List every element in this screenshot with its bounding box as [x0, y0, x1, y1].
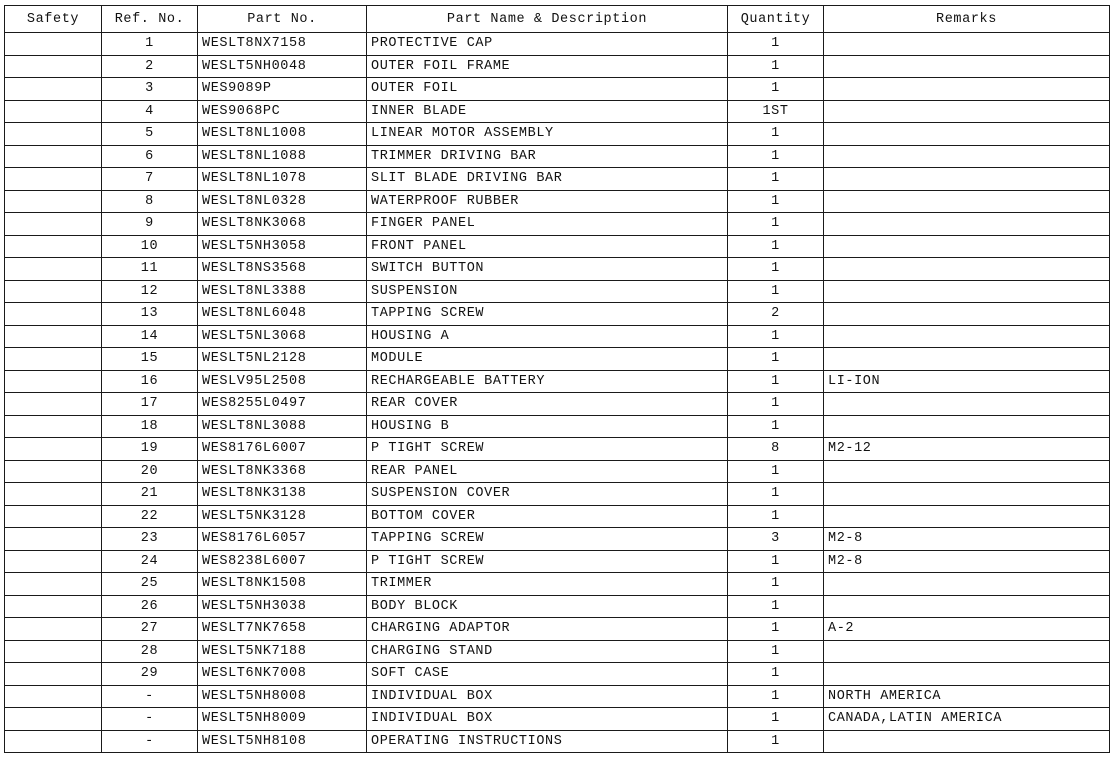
quantity-cell: 1: [728, 595, 824, 618]
quantity-cell: 1: [728, 663, 824, 686]
remarks-cell: [824, 123, 1110, 146]
safety-cell: [5, 393, 102, 416]
safety-cell: [5, 55, 102, 78]
safety-cell: [5, 33, 102, 56]
part-no-cell: WESLT6NK7008: [198, 663, 367, 686]
part-name-cell: P TIGHT SCREW: [367, 438, 728, 461]
remarks-cell: [824, 145, 1110, 168]
ref-no-cell: 29: [102, 663, 198, 686]
part-no-cell: WES9068PC: [198, 100, 367, 123]
table-row: [5, 483, 1110, 506]
quantity-cell: 1: [728, 573, 824, 596]
table-row: [5, 235, 1110, 258]
ref-no-cell: 24: [102, 550, 198, 573]
ref-no-cell: 25: [102, 573, 198, 596]
quantity-cell: 1: [728, 145, 824, 168]
part-no-cell: WESLT8NL3388: [198, 280, 367, 303]
table-row: [5, 415, 1110, 438]
part-name-cell: TRIMMER DRIVING BAR: [367, 145, 728, 168]
remarks-cell: M2-8: [824, 528, 1110, 551]
table-row: [5, 550, 1110, 573]
parts-list-table: [4, 5, 1110, 753]
table-row: [5, 640, 1110, 663]
part-name-cell: SUSPENSION: [367, 280, 728, 303]
part-no-cell: WESLT5NL3068: [198, 325, 367, 348]
remarks-cell: A-2: [824, 618, 1110, 641]
ref-no-cell: 9: [102, 213, 198, 236]
ref-no-cell: 10: [102, 235, 198, 258]
remarks-cell: [824, 483, 1110, 506]
safety-cell: [5, 280, 102, 303]
part-no-cell: WESLT5NH8108: [198, 730, 367, 753]
remarks-cell: [824, 505, 1110, 528]
ref-no-cell: 2: [102, 55, 198, 78]
ref-no-cell: 7: [102, 168, 198, 191]
ref-no-cell: 26: [102, 595, 198, 618]
safety-cell: [5, 258, 102, 281]
remarks-cell: [824, 168, 1110, 191]
header-part-no: Part No.: [198, 6, 367, 33]
part-no-cell: WES8176L6007: [198, 438, 367, 461]
part-no-cell: WES8238L6007: [198, 550, 367, 573]
quantity-cell: 1: [728, 258, 824, 281]
remarks-cell: [824, 190, 1110, 213]
part-name-cell: HOUSING A: [367, 325, 728, 348]
table-row: [5, 303, 1110, 326]
part-no-cell: WESLT8NL1088: [198, 145, 367, 168]
part-name-cell: LINEAR MOTOR ASSEMBLY: [367, 123, 728, 146]
quantity-cell: 1: [728, 213, 824, 236]
part-name-cell: SWITCH BUTTON: [367, 258, 728, 281]
safety-cell: [5, 663, 102, 686]
quantity-cell: 1: [728, 415, 824, 438]
ref-no-cell: 8: [102, 190, 198, 213]
remarks-cell: [824, 100, 1110, 123]
header-safety: Safety: [5, 6, 102, 33]
safety-cell: [5, 370, 102, 393]
part-no-cell: WESLT8NL1078: [198, 168, 367, 191]
table-row: [5, 573, 1110, 596]
safety-cell: [5, 730, 102, 753]
table-row: [5, 100, 1110, 123]
safety-cell: [5, 348, 102, 371]
table-row: [5, 325, 1110, 348]
quantity-cell: 1: [728, 55, 824, 78]
safety-cell: [5, 528, 102, 551]
remarks-cell: M2-8: [824, 550, 1110, 573]
part-name-cell: INNER BLADE: [367, 100, 728, 123]
remarks-cell: [824, 235, 1110, 258]
part-name-cell: PROTECTIVE CAP: [367, 33, 728, 56]
part-name-cell: SLIT BLADE DRIVING BAR: [367, 168, 728, 191]
part-no-cell: WESLT7NK7658: [198, 618, 367, 641]
table-row: [5, 258, 1110, 281]
part-no-cell: WESLT8NS3568: [198, 258, 367, 281]
part-name-cell: INDIVIDUAL BOX: [367, 685, 728, 708]
part-name-cell: SUSPENSION COVER: [367, 483, 728, 506]
part-name-cell: TAPPING SCREW: [367, 303, 728, 326]
table-row: [5, 618, 1110, 641]
quantity-cell: 1: [728, 483, 824, 506]
quantity-cell: 8: [728, 438, 824, 461]
safety-cell: [5, 708, 102, 731]
part-no-cell: WESLT8NK1508: [198, 573, 367, 596]
table-row: [5, 213, 1110, 236]
part-name-cell: OPERATING INSTRUCTIONS: [367, 730, 728, 753]
ref-no-cell: 19: [102, 438, 198, 461]
ref-no-cell: 11: [102, 258, 198, 281]
quantity-cell: 1: [728, 348, 824, 371]
ref-no-cell: 1: [102, 33, 198, 56]
part-no-cell: WESLT5NH8008: [198, 685, 367, 708]
part-no-cell: WES8255L0497: [198, 393, 367, 416]
part-no-cell: WESLT5NK7188: [198, 640, 367, 663]
part-name-cell: CHARGING ADAPTOR: [367, 618, 728, 641]
part-name-cell: TRIMMER: [367, 573, 728, 596]
safety-cell: [5, 573, 102, 596]
ref-no-cell: 17: [102, 393, 198, 416]
safety-cell: [5, 123, 102, 146]
ref-no-cell: 16: [102, 370, 198, 393]
safety-cell: [5, 415, 102, 438]
safety-cell: [5, 505, 102, 528]
part-name-cell: REAR COVER: [367, 393, 728, 416]
header-quantity: Quantity: [728, 6, 824, 33]
part-name-cell: REAR PANEL: [367, 460, 728, 483]
quantity-cell: 1: [728, 550, 824, 573]
header-part-name: Part Name & Description: [367, 6, 728, 33]
safety-cell: [5, 325, 102, 348]
safety-cell: [5, 483, 102, 506]
table-row: [5, 145, 1110, 168]
part-name-cell: OUTER FOIL: [367, 78, 728, 101]
quantity-cell: 1: [728, 235, 824, 258]
safety-cell: [5, 213, 102, 236]
quantity-cell: 1: [728, 78, 824, 101]
table-row: [5, 730, 1110, 753]
table-row: [5, 280, 1110, 303]
remarks-cell: M2-12: [824, 438, 1110, 461]
part-no-cell: WESLT8NL6048: [198, 303, 367, 326]
safety-cell: [5, 550, 102, 573]
part-name-cell: WATERPROOF RUBBER: [367, 190, 728, 213]
table-row: [5, 438, 1110, 461]
quantity-cell: 1: [728, 640, 824, 663]
part-no-cell: WESLT8NK3368: [198, 460, 367, 483]
table-row: [5, 190, 1110, 213]
remarks-cell: LI-ION: [824, 370, 1110, 393]
part-name-cell: MODULE: [367, 348, 728, 371]
quantity-cell: 1: [728, 505, 824, 528]
part-no-cell: WES9089P: [198, 78, 367, 101]
remarks-cell: [824, 460, 1110, 483]
ref-no-cell: 28: [102, 640, 198, 663]
remarks-cell: [824, 33, 1110, 56]
quantity-cell: 1: [728, 708, 824, 731]
part-name-cell: RECHARGEABLE BATTERY: [367, 370, 728, 393]
quantity-cell: 3: [728, 528, 824, 551]
part-name-cell: SOFT CASE: [367, 663, 728, 686]
remarks-cell: CANADA,LATIN AMERICA: [824, 708, 1110, 731]
quantity-cell: 1: [728, 618, 824, 641]
part-name-cell: INDIVIDUAL BOX: [367, 708, 728, 731]
quantity-cell: 2: [728, 303, 824, 326]
table-row: [5, 528, 1110, 551]
ref-no-cell: 27: [102, 618, 198, 641]
remarks-cell: [824, 55, 1110, 78]
ref-no-cell: 6: [102, 145, 198, 168]
part-name-cell: HOUSING B: [367, 415, 728, 438]
ref-no-cell: 3: [102, 78, 198, 101]
part-name-cell: BOTTOM COVER: [367, 505, 728, 528]
ref-no-cell: 23: [102, 528, 198, 551]
table-row: [5, 370, 1110, 393]
part-no-cell: WES8176L6057: [198, 528, 367, 551]
part-no-cell: WESLT8NX7158: [198, 33, 367, 56]
remarks-cell: [824, 730, 1110, 753]
remarks-cell: [824, 640, 1110, 663]
safety-cell: [5, 100, 102, 123]
ref-no-cell: -: [102, 730, 198, 753]
remarks-cell: [824, 415, 1110, 438]
safety-cell: [5, 235, 102, 258]
safety-cell: [5, 438, 102, 461]
quantity-cell: 1: [728, 393, 824, 416]
ref-no-cell: -: [102, 708, 198, 731]
table-body: [5, 33, 1110, 753]
part-no-cell: WESLT8NL1008: [198, 123, 367, 146]
part-no-cell: WESLV95L2508: [198, 370, 367, 393]
quantity-cell: 1: [728, 730, 824, 753]
safety-cell: [5, 460, 102, 483]
safety-cell: [5, 618, 102, 641]
safety-cell: [5, 190, 102, 213]
remarks-cell: [824, 573, 1110, 596]
part-no-cell: WESLT8NK3138: [198, 483, 367, 506]
table-row: [5, 348, 1110, 371]
table-row: [5, 33, 1110, 56]
quantity-cell: 1: [728, 325, 824, 348]
part-name-cell: TAPPING SCREW: [367, 528, 728, 551]
part-no-cell: WESLT8NK3068: [198, 213, 367, 236]
table-row: [5, 78, 1110, 101]
safety-cell: [5, 168, 102, 191]
ref-no-cell: 21: [102, 483, 198, 506]
table-row: [5, 663, 1110, 686]
quantity-cell: 1: [728, 460, 824, 483]
safety-cell: [5, 640, 102, 663]
ref-no-cell: 14: [102, 325, 198, 348]
ref-no-cell: 20: [102, 460, 198, 483]
remarks-cell: [824, 595, 1110, 618]
header-ref-no: Ref. No.: [102, 6, 198, 33]
ref-no-cell: -: [102, 685, 198, 708]
part-name-cell: FINGER PANEL: [367, 213, 728, 236]
ref-no-cell: 18: [102, 415, 198, 438]
part-no-cell: WESLT5NH3058: [198, 235, 367, 258]
table-row: [5, 123, 1110, 146]
part-no-cell: WESLT5NK3128: [198, 505, 367, 528]
remarks-cell: NORTH AMERICA: [824, 685, 1110, 708]
ref-no-cell: 22: [102, 505, 198, 528]
part-name-cell: OUTER FOIL FRAME: [367, 55, 728, 78]
table-row: [5, 168, 1110, 191]
header-row: [5, 6, 1110, 33]
remarks-cell: [824, 78, 1110, 101]
part-no-cell: WESLT5NL2128: [198, 348, 367, 371]
quantity-cell: 1ST: [728, 100, 824, 123]
remarks-cell: [824, 258, 1110, 281]
part-name-cell: CHARGING STAND: [367, 640, 728, 663]
quantity-cell: 1: [728, 685, 824, 708]
table-header: [5, 6, 1110, 33]
safety-cell: [5, 685, 102, 708]
ref-no-cell: 4: [102, 100, 198, 123]
safety-cell: [5, 303, 102, 326]
part-no-cell: WESLT5NH0048: [198, 55, 367, 78]
remarks-cell: [824, 280, 1110, 303]
ref-no-cell: 12: [102, 280, 198, 303]
remarks-cell: [824, 213, 1110, 236]
quantity-cell: 1: [728, 280, 824, 303]
header-remarks: Remarks: [824, 6, 1110, 33]
remarks-cell: [824, 303, 1110, 326]
part-no-cell: WESLT5NH8009: [198, 708, 367, 731]
safety-cell: [5, 145, 102, 168]
safety-cell: [5, 78, 102, 101]
remarks-cell: [824, 325, 1110, 348]
quantity-cell: 1: [728, 370, 824, 393]
remarks-cell: [824, 663, 1110, 686]
part-name-cell: BODY BLOCK: [367, 595, 728, 618]
ref-no-cell: 15: [102, 348, 198, 371]
table-row: [5, 595, 1110, 618]
quantity-cell: 1: [728, 123, 824, 146]
table-row: [5, 708, 1110, 731]
table-row: [5, 460, 1110, 483]
table-row: [5, 505, 1110, 528]
part-name-cell: FRONT PANEL: [367, 235, 728, 258]
quantity-cell: 1: [728, 168, 824, 191]
quantity-cell: 1: [728, 190, 824, 213]
table-row: [5, 55, 1110, 78]
ref-no-cell: 13: [102, 303, 198, 326]
table-row: [5, 393, 1110, 416]
remarks-cell: [824, 348, 1110, 371]
table-row: [5, 685, 1110, 708]
remarks-cell: [824, 393, 1110, 416]
safety-cell: [5, 595, 102, 618]
part-no-cell: WESLT8NL0328: [198, 190, 367, 213]
ref-no-cell: 5: [102, 123, 198, 146]
part-no-cell: WESLT8NL3088: [198, 415, 367, 438]
part-name-cell: P TIGHT SCREW: [367, 550, 728, 573]
quantity-cell: 1: [728, 33, 824, 56]
part-no-cell: WESLT5NH3038: [198, 595, 367, 618]
